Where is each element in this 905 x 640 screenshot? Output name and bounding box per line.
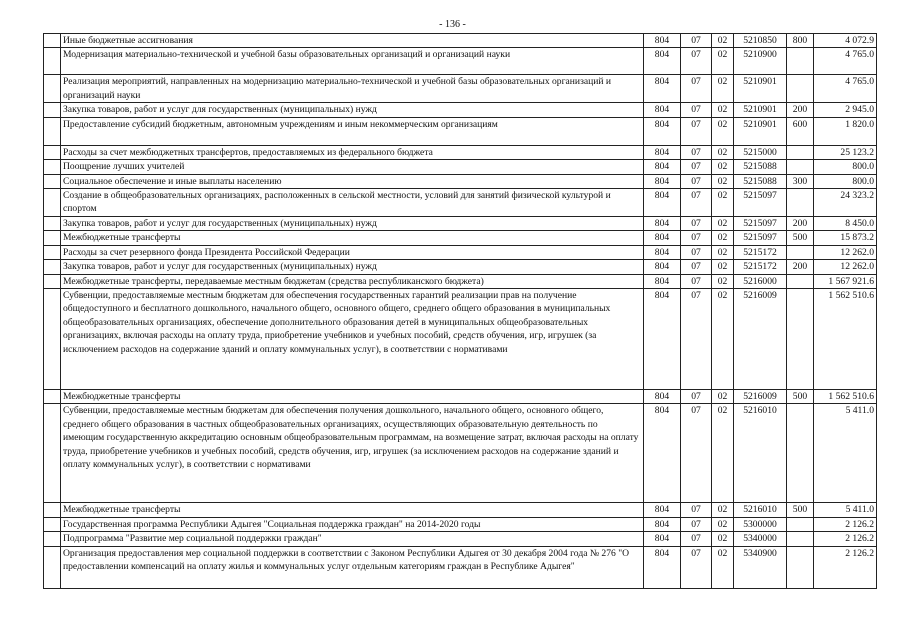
row-section-code: 07 [681, 274, 712, 288]
table-row [44, 260, 877, 274]
row-marker-cell [44, 174, 61, 188]
row-amount: 1 562 510.6 [814, 289, 877, 390]
row-subsection-code: 02 [712, 117, 734, 145]
row-marker-cell [44, 274, 61, 288]
table-row [44, 231, 877, 245]
row-name: Межбюджетные трансферты [61, 231, 644, 245]
table-row [44, 34, 877, 48]
row-name: Социальное обеспечение и иные выплаты населению [61, 174, 644, 188]
row-target-code: 5216010 [734, 503, 787, 517]
row-marker-cell [44, 245, 61, 259]
table-row [44, 117, 877, 145]
row-marker-cell [44, 517, 61, 531]
row-section-code: 07 [681, 117, 712, 145]
row-target-code: 5215000 [734, 145, 787, 159]
row-name: Межбюджетные трансферты [61, 503, 644, 517]
row-subsection-code: 02 [712, 517, 734, 531]
row-section-code: 07 [681, 145, 712, 159]
row-section-code: 07 [681, 103, 712, 117]
row-section-code: 07 [681, 245, 712, 259]
row-section-code: 07 [681, 260, 712, 274]
row-name: Субвенции, предоставляемые местным бюджетам для обеспечения получения дошкольного, начального общего, основного общего, среднего общего образования в частных общеобразовательных организациях, осуществляющих образовательную деятельность по имеющим государственную аккредитацию основным общеобразовательным программам, на возмещение затрат, включая расходы на оплату труда, приобретение учебников и учебных пособий, средств обучения, игр, игрушек (за исключением расходов на содержание зданий и оплату коммунальных услуг), в соответствии с нормативами [61, 404, 644, 503]
row-section-code: 07 [681, 532, 712, 546]
row-target-code: 5216000 [734, 274, 787, 288]
row-target-code: 5215172 [734, 245, 787, 259]
row-amount: 2 945.0 [814, 103, 877, 117]
row-subsection-code: 02 [712, 34, 734, 48]
row-expense-type-code: 500 [787, 390, 814, 404]
row-ministry-code: 804 [644, 503, 681, 517]
row-expense-type-code: 800 [787, 34, 814, 48]
table-row [44, 517, 877, 531]
table-row [44, 245, 877, 259]
row-subsection-code: 02 [712, 174, 734, 188]
row-amount: 800.0 [814, 174, 877, 188]
row-ministry-code: 804 [644, 546, 681, 588]
row-name: Закупка товаров, работ и услуг для государственных (муниципальных) нужд [61, 103, 644, 117]
table-row [44, 103, 877, 117]
row-ministry-code: 804 [644, 404, 681, 503]
row-ministry-code: 804 [644, 160, 681, 174]
row-subsection-code: 02 [712, 145, 734, 159]
row-subsection-code: 02 [712, 217, 734, 231]
row-ministry-code: 804 [644, 245, 681, 259]
table-row [44, 145, 877, 159]
row-expense-type-code [787, 245, 814, 259]
row-expense-type-code: 500 [787, 231, 814, 245]
row-section-code: 07 [681, 160, 712, 174]
row-subsection-code: 02 [712, 48, 734, 75]
table-row [44, 532, 877, 546]
row-section-code: 07 [681, 289, 712, 390]
row-ministry-code: 804 [644, 75, 681, 103]
row-name: Расходы за счет резервного фонда Президента Российской Федерации [61, 245, 644, 259]
row-subsection-code: 02 [712, 404, 734, 503]
row-amount: 2 126.2 [814, 532, 877, 546]
row-marker-cell [44, 546, 61, 588]
row-section-code: 07 [681, 517, 712, 531]
row-amount: 5 411.0 [814, 503, 877, 517]
table-row [44, 404, 877, 503]
row-target-code: 5215088 [734, 174, 787, 188]
row-section-code: 07 [681, 174, 712, 188]
row-target-code: 5340900 [734, 546, 787, 588]
row-amount: 12 262.0 [814, 245, 877, 259]
row-expense-type-code [787, 517, 814, 531]
row-ministry-code: 804 [644, 231, 681, 245]
row-subsection-code: 02 [712, 75, 734, 103]
row-subsection-code: 02 [712, 546, 734, 588]
row-ministry-code: 804 [644, 103, 681, 117]
row-subsection-code: 02 [712, 245, 734, 259]
table-row [44, 274, 877, 288]
row-target-code: 5215097 [734, 189, 787, 217]
row-name: Межбюджетные трансферты [61, 390, 644, 404]
table-row [44, 217, 877, 231]
row-target-code: 5216009 [734, 289, 787, 390]
row-amount: 1 820.0 [814, 117, 877, 145]
row-target-code: 5210901 [734, 75, 787, 103]
table-row [44, 189, 877, 217]
row-amount: 5 411.0 [814, 404, 877, 503]
table-row [44, 160, 877, 174]
row-name: Поощрение лучших учителей [61, 160, 644, 174]
row-target-code: 5215097 [734, 231, 787, 245]
row-target-code: 5215097 [734, 217, 787, 231]
row-subsection-code: 02 [712, 103, 734, 117]
row-name: Организация предоставления мер социальной поддержки в соответствии с Законом Республики Адыгея от 30 декабря 2004 года № 276 "О предоставлении компенсаций на оплату жилья и коммунальных услуг отдельным категориям граждан в Республике Адыгея" [61, 546, 644, 588]
table-row [44, 75, 877, 103]
row-amount: 4 765.0 [814, 48, 877, 75]
row-name: Субвенции, предоставляемые местным бюджетам для обеспечения государственных гарантий реализации прав на получение общедоступного и бесплатного дошкольного, начального общего, основного общего, среднего общего образования в муниципальных общеобразовательных организациях, обеспечение дополнительного образования детей в муниципальных общеобразовательных организациях, включая расходы на оплату труда, приобретение учебников и учебных пособий, средств обучения, игр, игрушек (за исключением расходов на содержание зданий и оплату коммунальных услуг), в соответствии с нормативами [61, 289, 644, 390]
row-name: Создание в общеобразовательных организациях, расположенных в сельской местности, условий для занятий физической культурой и спортом [61, 189, 644, 217]
row-marker-cell [44, 189, 61, 217]
row-subsection-code: 02 [712, 503, 734, 517]
row-marker-cell [44, 75, 61, 103]
row-ministry-code: 804 [644, 532, 681, 546]
row-section-code: 07 [681, 189, 712, 217]
row-subsection-code: 02 [712, 390, 734, 404]
row-expense-type-code: 200 [787, 260, 814, 274]
row-name: Предоставление субсидий бюджетным, автономным учреждениям и иным некоммерческим организациям [61, 117, 644, 145]
row-amount: 24 323.2 [814, 189, 877, 217]
table-row [44, 390, 877, 404]
row-amount: 1 562 510.6 [814, 390, 877, 404]
row-target-code: 5210901 [734, 103, 787, 117]
row-marker-cell [44, 117, 61, 145]
row-expense-type-code [787, 189, 814, 217]
row-marker-cell [44, 390, 61, 404]
row-amount: 800.0 [814, 160, 877, 174]
row-target-code: 5210901 [734, 117, 787, 145]
row-section-code: 07 [681, 503, 712, 517]
row-expense-type-code: 300 [787, 174, 814, 188]
row-subsection-code: 02 [712, 260, 734, 274]
table-row [44, 503, 877, 517]
row-section-code: 07 [681, 34, 712, 48]
row-marker-cell [44, 231, 61, 245]
row-target-code: 5340000 [734, 532, 787, 546]
row-ministry-code: 804 [644, 390, 681, 404]
row-section-code: 07 [681, 546, 712, 588]
table-row [44, 48, 877, 75]
row-marker-cell [44, 503, 61, 517]
row-section-code: 07 [681, 48, 712, 75]
row-amount: 8 450.0 [814, 217, 877, 231]
row-expense-type-code: 200 [787, 217, 814, 231]
row-ministry-code: 804 [644, 189, 681, 217]
row-target-code: 5216009 [734, 390, 787, 404]
row-ministry-code: 804 [644, 289, 681, 390]
row-ministry-code: 804 [644, 145, 681, 159]
row-amount: 15 873.2 [814, 231, 877, 245]
row-amount: 4 072.9 [814, 34, 877, 48]
row-target-code: 5300000 [734, 517, 787, 531]
row-name: Закупка товаров, работ и услуг для государственных (муниципальных) нужд [61, 217, 644, 231]
row-name: Государственная программа Республики Адыгея "Социальная поддержка граждан" на 2014-2020 годы [61, 517, 644, 531]
row-amount: 4 765.0 [814, 75, 877, 103]
table-row [44, 546, 877, 588]
row-amount: 1 567 921.6 [814, 274, 877, 288]
row-marker-cell [44, 34, 61, 48]
row-marker-cell [44, 260, 61, 274]
row-subsection-code: 02 [712, 160, 734, 174]
row-expense-type-code: 200 [787, 103, 814, 117]
row-marker-cell [44, 217, 61, 231]
row-marker-cell [44, 532, 61, 546]
row-target-code: 5216010 [734, 404, 787, 503]
row-marker-cell [44, 48, 61, 75]
table-row [44, 289, 877, 390]
row-amount: 2 126.2 [814, 517, 877, 531]
row-marker-cell [44, 145, 61, 159]
row-marker-cell [44, 160, 61, 174]
row-name: Модернизация материально-технической и учебной базы образовательных организаций и организаций науки [61, 48, 644, 75]
row-name: Закупка товаров, работ и услуг для государственных (муниципальных) нужд [61, 260, 644, 274]
row-section-code: 07 [681, 390, 712, 404]
page-number: - 136 - [439, 19, 466, 30]
row-subsection-code: 02 [712, 532, 734, 546]
row-amount: 2 126.2 [814, 546, 877, 588]
row-expense-type-code [787, 274, 814, 288]
row-target-code: 5215172 [734, 260, 787, 274]
row-ministry-code: 804 [644, 34, 681, 48]
row-target-code: 5210850 [734, 34, 787, 48]
row-target-code: 5215088 [734, 160, 787, 174]
row-ministry-code: 804 [644, 217, 681, 231]
row-expense-type-code [787, 160, 814, 174]
row-expense-type-code [787, 532, 814, 546]
row-subsection-code: 02 [712, 289, 734, 390]
row-ministry-code: 804 [644, 517, 681, 531]
row-marker-cell [44, 404, 61, 503]
row-expense-type-code: 600 [787, 117, 814, 145]
row-section-code: 07 [681, 75, 712, 103]
row-ministry-code: 804 [644, 48, 681, 75]
row-name: Иные бюджетные ассигнования [61, 34, 644, 48]
budget-table [43, 33, 877, 589]
row-name: Реализация мероприятий, направленных на модернизацию материально-технической и учебной базы образовательных организаций и организаций науки [61, 75, 644, 103]
row-name: Расходы за счет межбюджетных трансфертов, предоставляемых из федерального бюджета [61, 145, 644, 159]
table-row [44, 174, 877, 188]
row-expense-type-code [787, 289, 814, 390]
row-expense-type-code: 500 [787, 503, 814, 517]
row-marker-cell [44, 289, 61, 390]
row-ministry-code: 804 [644, 117, 681, 145]
row-subsection-code: 02 [712, 274, 734, 288]
row-amount: 12 262.0 [814, 260, 877, 274]
row-subsection-code: 02 [712, 189, 734, 217]
row-expense-type-code [787, 546, 814, 588]
row-amount: 25 123.2 [814, 145, 877, 159]
row-marker-cell [44, 103, 61, 117]
row-ministry-code: 804 [644, 174, 681, 188]
row-name: Межбюджетные трансферты, передаваемые местным бюджетам (средства республиканского бюджета) [61, 274, 644, 288]
row-subsection-code: 02 [712, 231, 734, 245]
row-section-code: 07 [681, 404, 712, 503]
row-expense-type-code [787, 145, 814, 159]
row-expense-type-code [787, 404, 814, 503]
row-target-code: 5210900 [734, 48, 787, 75]
row-section-code: 07 [681, 217, 712, 231]
row-section-code: 07 [681, 231, 712, 245]
row-ministry-code: 804 [644, 274, 681, 288]
row-name: Подпрограмма "Развитие мер социальной поддержки граждан" [61, 532, 644, 546]
row-expense-type-code [787, 48, 814, 75]
row-expense-type-code [787, 75, 814, 103]
row-ministry-code: 804 [644, 260, 681, 274]
